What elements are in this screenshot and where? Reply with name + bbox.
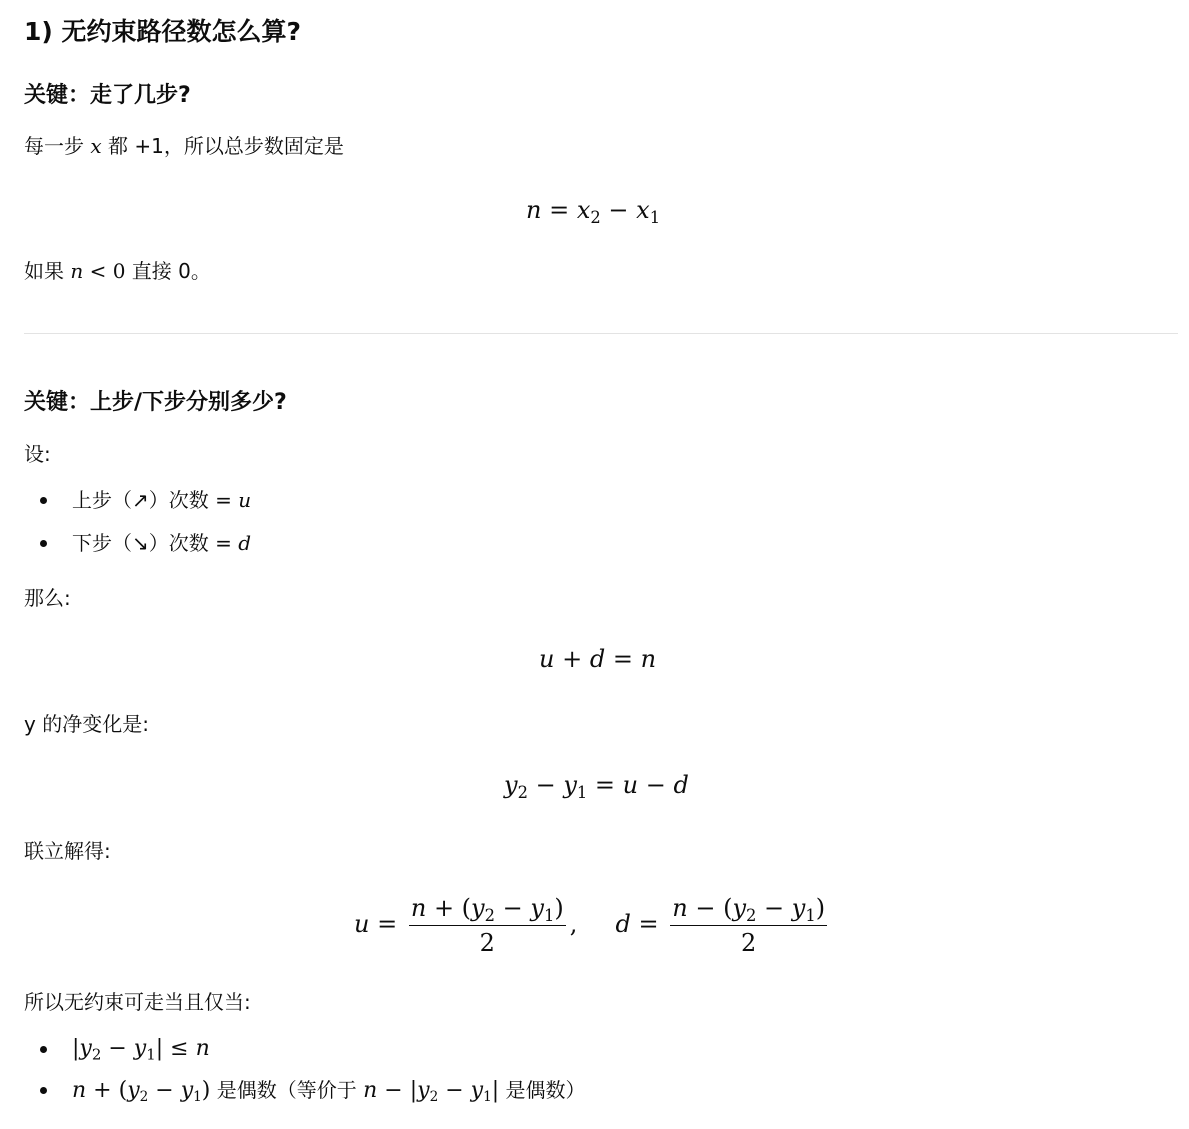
divider <box>24 333 1178 334</box>
math-var: d <box>238 531 252 555</box>
bullet-up-steps <box>72 486 251 514</box>
math-var: y <box>471 894 485 922</box>
math-var: u <box>354 910 370 938</box>
math-var: u <box>622 771 639 799</box>
denominator: 2 <box>479 929 495 957</box>
math-var: u <box>539 645 555 673</box>
math-var: d <box>673 771 689 799</box>
bullet-dot <box>40 497 47 504</box>
bullet-dot <box>40 1046 47 1053</box>
math-var: y <box>504 771 518 799</box>
subscript: 1 <box>649 207 661 227</box>
subscript: 2 <box>590 207 601 227</box>
text: 直接 0。 <box>125 259 211 283</box>
denominator: 2 <box>741 929 757 957</box>
equation-sum: u + d = n <box>539 645 657 673</box>
math-var: n <box>526 196 542 224</box>
subheading-up-down: 关键：上步/下步分别多少? <box>24 390 287 415</box>
condition-abs: $|y_2 - y_1| \le n$ <box>72 1036 210 1064</box>
equation-n: $n = x_2 - x_1$ <box>526 196 661 227</box>
bullet-dot <box>40 1087 47 1094</box>
math-var: n <box>672 894 688 922</box>
subheading-steps: 关键：走了几步? <box>24 83 191 108</box>
math-var: x <box>636 196 650 224</box>
subscript: 1 <box>576 782 588 802</box>
math-var: y <box>79 1036 92 1061</box>
math-var: y <box>732 894 746 922</box>
math-var: n <box>195 1036 210 1061</box>
fraction-d: $\frac{n - (y_2 - y_1)}{2}$ <box>672 894 826 957</box>
math-var: n <box>410 894 427 922</box>
equation-solution: u = $\frac{n + (y_2 - y_1)}{2}$ , d = $\frac{n - (y_2 - y_1)}{2}$ <box>354 894 826 957</box>
condition-parity: $n + (y_2 - y_1)$ 是偶数（等价于 $n - |y_2 - y_1|$ 是偶数） <box>72 1078 586 1106</box>
text: 如果 <box>24 259 71 283</box>
subscript: 1 <box>483 1089 492 1106</box>
subscript: 1 <box>543 905 555 925</box>
math-var: y <box>563 771 577 799</box>
math-var: y <box>133 1036 147 1061</box>
steps-paragraph <box>24 132 344 160</box>
subscript: 2 <box>746 905 757 925</box>
math-var: y <box>530 894 544 922</box>
condition-label: 所以无约束可走当且仅当: <box>24 990 251 1014</box>
y-change-label: y 的净变化是: <box>24 712 149 736</box>
solve-label: 联立解得: <box>24 839 111 863</box>
subscript: 2 <box>91 1045 102 1064</box>
subscript: 1 <box>193 1089 202 1106</box>
math-var: y <box>127 1078 140 1103</box>
subscript: 2 <box>484 905 495 925</box>
text: 是偶数（等价于 <box>210 1078 364 1102</box>
math-var: u <box>238 488 252 512</box>
subscript: 2 <box>139 1089 149 1106</box>
subscript: 2 <box>429 1089 439 1106</box>
subscript: 1 <box>805 905 816 925</box>
let-label: 设: <box>24 442 51 466</box>
math-var: d <box>589 645 606 673</box>
math-var: n <box>640 645 657 673</box>
math-var: n <box>363 1078 378 1103</box>
math-var: n <box>72 1078 87 1103</box>
text: 都 +1，所以总步数固定是 <box>101 134 344 158</box>
math-var: x <box>576 196 591 224</box>
negative-case-paragraph <box>24 257 211 285</box>
math-var: y <box>470 1078 484 1103</box>
text: 是偶数） <box>499 1078 586 1102</box>
fraction-u: $\frac{n + (y_2 - y_1)}{2}$ <box>410 894 564 957</box>
section-title: 1) 无约束路径数怎么算? <box>24 17 302 46</box>
math-var: x <box>90 134 102 158</box>
text: 每一步 <box>24 134 91 158</box>
math-var: d <box>615 910 631 938</box>
math-var: y <box>180 1078 194 1103</box>
math-var: y <box>791 894 806 922</box>
math-var: n <box>70 259 84 283</box>
equation-diff: $y_2 - y_1 = u - d$ <box>504 771 689 802</box>
text: 上步（↗）次数 = <box>72 488 239 512</box>
text: 下步（↘）次数 = <box>72 531 239 555</box>
math-relation: < 0 <box>89 259 126 283</box>
bullet-dot <box>40 540 47 547</box>
then-label: 那么: <box>24 586 71 610</box>
subscript: 1 <box>146 1045 156 1064</box>
math-var: y <box>417 1078 430 1103</box>
subscript: 2 <box>517 782 528 802</box>
bullet-down-steps <box>72 529 251 557</box>
